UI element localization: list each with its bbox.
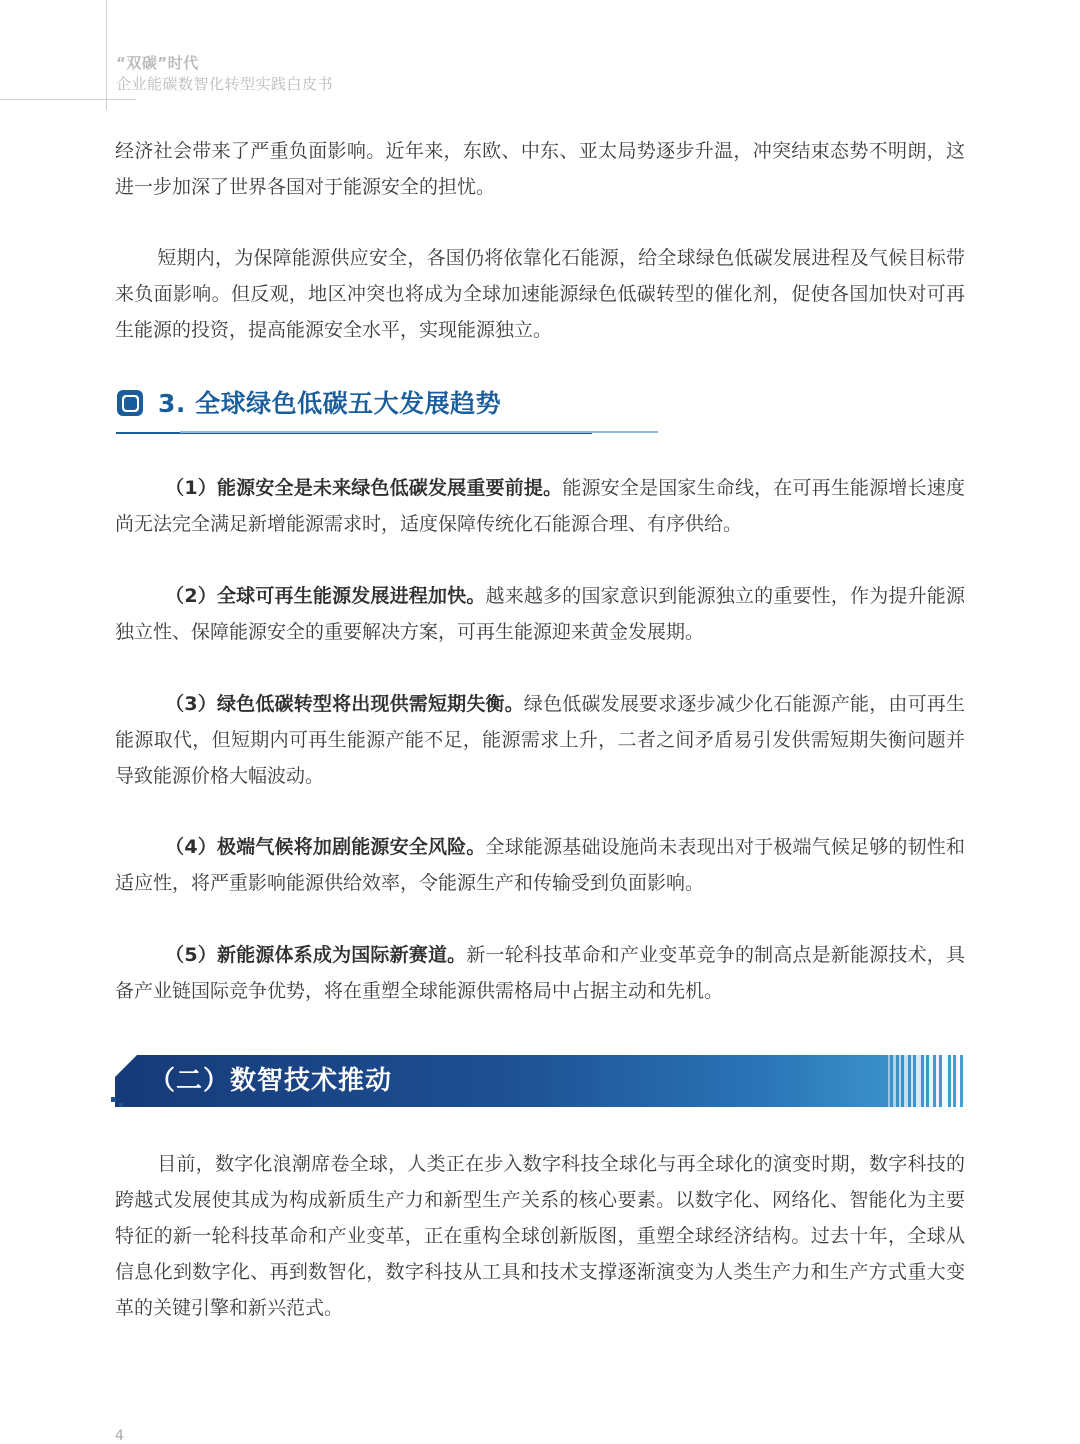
paragraph-2-text: 短期内，为保障能源供应安全，各国仍将依靠化石能源，给全球绿色低碳发展进程及气候目标带来负面影响。但反观，地区冲突也将成为全球加速能源绿色低碳转型的催化剂，促使各国加快对可再生能源的投资，提高能源安全水平，实现能源独立。 — [115, 247, 965, 341]
paragraph-1: 经济社会带来了严重负面影响。近年来，东欧、中东、亚太局势逐步升温，冲突结束态势不明朗，这进一步加深了世界各国对于能源安全的担忧。 — [115, 140, 965, 198]
trend-5-lead: （5）新能源体系成为国际新赛道。 — [165, 944, 467, 966]
banner-title: （二）数智技术推动 — [149, 1066, 393, 1096]
trend-2-lead: （2）全球可再生能源发展进程加快。 — [165, 585, 486, 607]
digital-paragraph — [115, 1146, 965, 1326]
trend-2 — [115, 578, 965, 650]
section-banner — [115, 1055, 965, 1107]
trend-4 — [115, 829, 965, 901]
trend-2-body: 越来越多的国家意识到能源独立的重要性，作为提升能源独立性、保障能源安全的重要解决方案，可再生能源迎来黄金发展期。 — [115, 585, 965, 643]
section-3-title: 3. 全球绿色低碳五大发展趋势 — [158, 389, 502, 418]
trend-1 — [115, 470, 965, 542]
header-divider-vertical — [106, 0, 107, 110]
digital-paragraph-text: 目前，数字化浪潮席卷全球，人类正在步入数字科技全球化与再全球化的演变时期，数字科技的跨越式发展使其成为构成新质生产力和新型生产关系的核心要素。以数字化、网络化、智能化为主要特征的新一轮科技革命和产业变革，正在重构全球创新版图，重塑全球经济结构。过去十年，全球从信息化到数字化、再到数智化，数字科技从工具和技术支撑逐渐演变为人类生产力和生产方式重大变革的关键引擎和新兴范式。 — [115, 1153, 965, 1319]
trend-4-body: 全球能源基础设施尚未表现出对于极端气候足够的韧性和适应性，将严重影响能源供给效率，令能源生产和传输受到负面影响。 — [115, 836, 965, 894]
banner-corner-dot — [119, 1103, 123, 1107]
trend-1-body: 能源安全是国家生命线，在可再生能源增长速度尚无法完全满足新增能源需求时，适度保障传统化石能源合理、有序供给。 — [115, 477, 965, 535]
header-title: “双碳”时代 — [116, 54, 199, 72]
banner-corner-dot — [111, 1097, 116, 1102]
header-subtitle: 企业能碳数智化转型实践白皮书 — [116, 75, 334, 93]
page-number: 4 — [115, 1428, 124, 1444]
rounded-square-icon — [116, 389, 144, 417]
trend-5-body: 新一轮科技革命和产业变革竞争的制高点是新能源技术，具备产业链国际竞争优势，将在重塑全球能源供需格局中占据主动和先机。 — [115, 944, 965, 1002]
header-divider-horizontal — [0, 99, 136, 100]
banner-barcode-decoration — [888, 1055, 965, 1107]
paragraph-2 — [115, 240, 965, 348]
trend-3-lead: （3）绿色低碳转型将出现供需短期失衡。 — [165, 693, 524, 715]
trend-3 — [115, 686, 965, 794]
trend-3-body: 绿色低碳发展要求逐步减少化石能源产能，由可再生能源取代，但短期内可再生能源产能不足，能源需求上升，二者之间矛盾易引发供需短期失衡问题并导致能源价格大幅波动。 — [115, 693, 965, 787]
section-3-heading — [116, 384, 676, 440]
trend-4-lead: （4）极端气候将加剧能源安全风险。 — [165, 836, 486, 858]
trend-5 — [115, 937, 965, 1009]
trend-1-lead: （1）能源安全是未来绿色低碳发展重要前提。 — [165, 477, 563, 499]
section-underline-accent — [180, 431, 658, 433]
